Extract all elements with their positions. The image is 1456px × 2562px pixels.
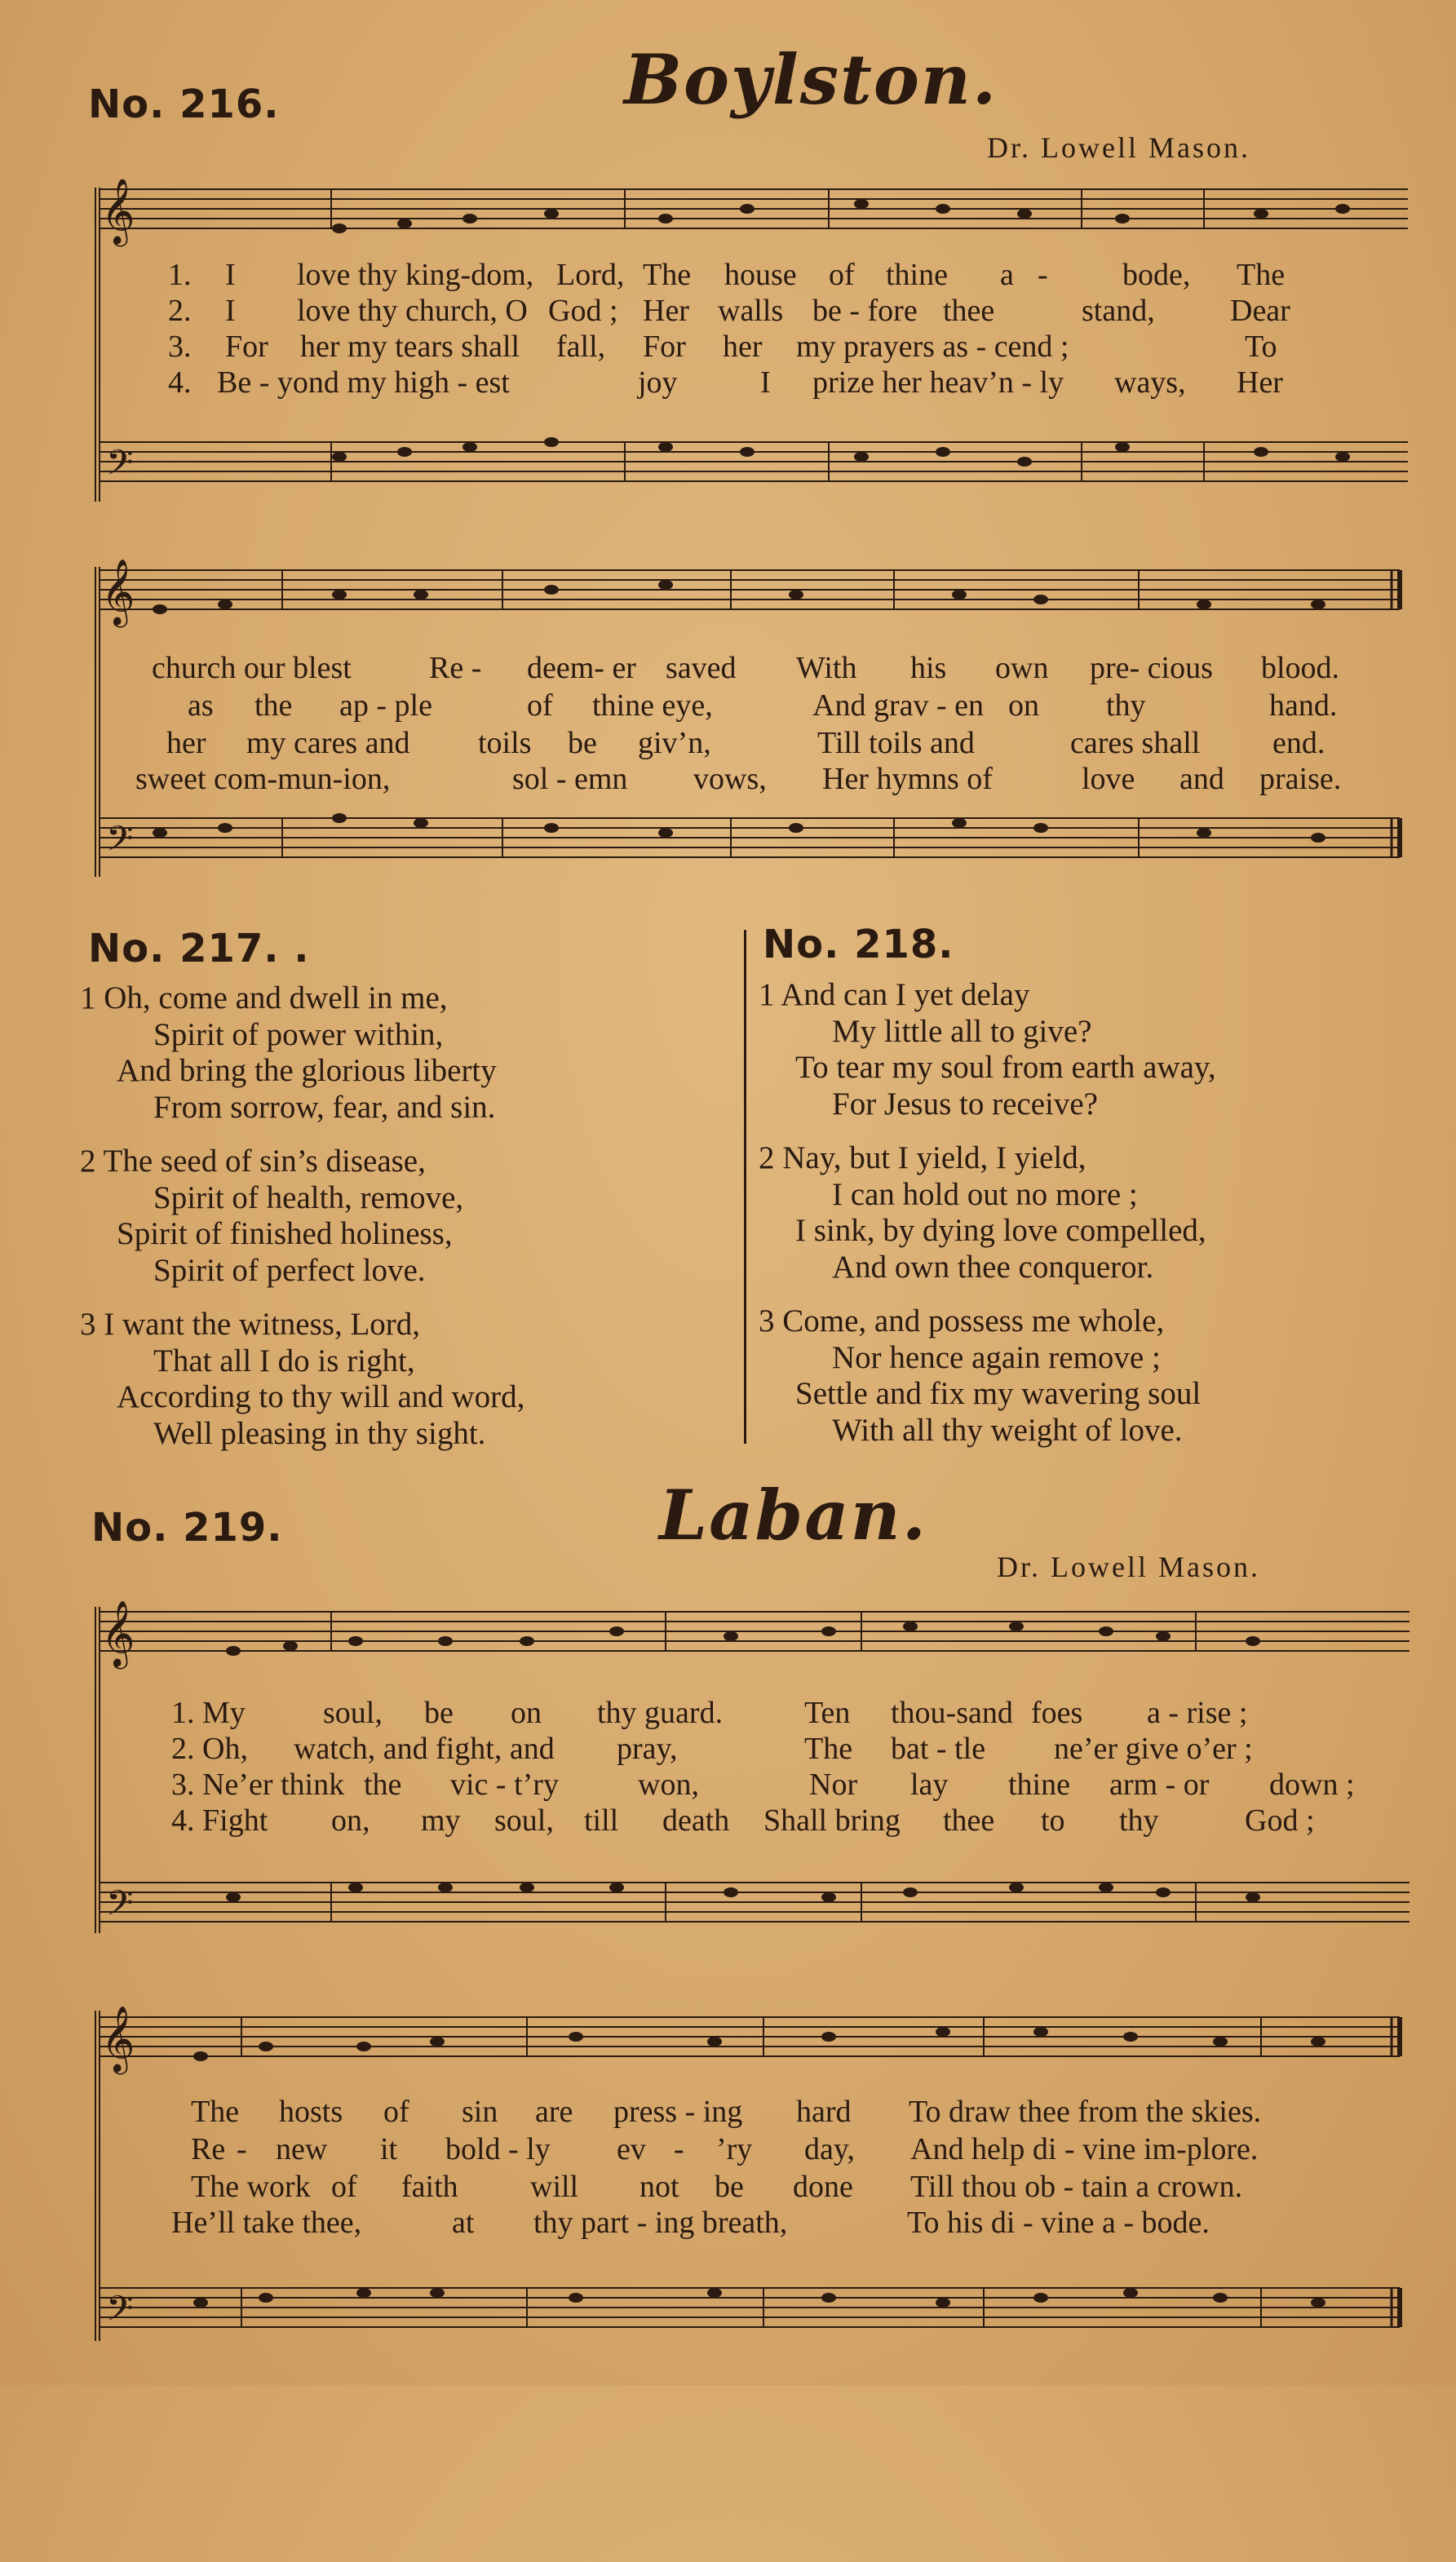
lyric-syllable: at [452, 2206, 475, 2240]
lyric-syllable: are [535, 2095, 573, 2129]
svg-text:𝄢: 𝄢 [106, 1883, 134, 1932]
lyric-syllable: my prayers as - cend ; [796, 330, 1069, 364]
lyric-syllable: done [793, 2170, 853, 2204]
lyric-syllable: thy guard. [597, 1696, 724, 1730]
verse-number: 3 [80, 1307, 96, 1342]
verse-line: I sink, by dying love compelled, [795, 1213, 1206, 1248]
lyric-syllable: The work [191, 2170, 311, 2204]
lyric-syllable: For [225, 330, 268, 364]
lyric-syllable: To draw thee from the skies. [909, 2095, 1262, 2129]
lyric-syllable: ways, [1114, 365, 1186, 400]
lyric-syllable: vows, [693, 762, 767, 796]
lyric-syllable: walls [718, 294, 784, 328]
lyric-syllable: Her [643, 294, 689, 328]
lyric-syllable: soul, [323, 1696, 383, 1730]
svg-text:𝄢: 𝄢 [106, 2289, 134, 2338]
verse-217-1 [80, 980, 732, 1126]
verse-line: For Jesus to receive? [832, 1086, 1098, 1122]
lyric-syllable: 1. [168, 258, 192, 292]
lyric-syllable: of [527, 688, 553, 723]
lyric-syllable: Ten [804, 1696, 851, 1730]
hymn-217-text [80, 980, 732, 1452]
verse-line: Oh, come and dwell in me, [104, 980, 448, 1016]
lyric-syllable: Her hymns of [822, 762, 993, 796]
music-system-216-1 [95, 179, 1410, 506]
lyric-syllable: He’ll take thee, [171, 2206, 362, 2240]
lyric-syllable: saved [666, 651, 737, 685]
verse-line: I can hold out no more ; [832, 1176, 1138, 1212]
lyric-syllable: - [674, 2132, 684, 2166]
lyric-syllable: 4. [168, 365, 192, 400]
svg-text:𝄞: 𝄞 [101, 1600, 135, 1666]
verse-line: Spirit of power within, [153, 1016, 444, 1052]
lyric-syllable: church our blest [152, 651, 352, 685]
verse-218-2 [759, 1140, 1427, 1285]
lyric-syllable: 2. Oh, [171, 1732, 248, 1766]
lyric-syllable: on, [331, 1803, 370, 1838]
lyric-syllable: will [530, 2170, 579, 2204]
lyric-syllable: deem- er [527, 651, 636, 685]
lyric-syllable: Lord, [556, 258, 625, 292]
lyric-syllable: sin [462, 2095, 498, 2129]
verse-218-3 [759, 1303, 1427, 1449]
lyric-syllable: death [662, 1803, 730, 1838]
lyric-syllable: toils [478, 726, 532, 760]
music-system-219-2 [95, 2002, 1410, 2345]
lyric-syllable: thee [943, 294, 995, 328]
lyric-syllable: God ; [1245, 1803, 1315, 1838]
hymn-number-218: No. 218. [763, 922, 954, 967]
verse-number: 1 [759, 977, 775, 1012]
lyric-syllable: down ; [1269, 1768, 1355, 1802]
lyric-syllable: won, [638, 1768, 699, 1802]
lyric-syllable: it [380, 2132, 398, 2166]
verse-line: With all thy weight of love. [832, 1412, 1183, 1448]
lyric-syllable: thine eye, [592, 688, 713, 723]
lyric-syllable: Re [191, 2132, 226, 2166]
lyric-syllable: thee [943, 1803, 995, 1838]
lyric-syllable: not [639, 2170, 679, 2204]
lyric-syllable: giv’n, [638, 726, 711, 760]
verse-line: The seed of sin’s disease, [103, 1144, 426, 1179]
verse-line: Well pleasing in thy sight. [153, 1415, 486, 1451]
svg-text:𝄞: 𝄞 [101, 2005, 135, 2072]
lyric-syllable: hard [796, 2095, 852, 2129]
lyric-syllable: a [1000, 258, 1014, 292]
lyric-syllable: love thy king-dom, [297, 258, 534, 292]
lyric-syllable: Shall bring [763, 1803, 901, 1838]
lyric-syllable: cares shall [1070, 726, 1201, 760]
lyric-syllable: ’ry [716, 2132, 753, 2166]
lyric-syllable: her [166, 726, 206, 760]
lyric-syllable: bode, [1122, 258, 1191, 292]
lyric-syllable: press - ing [613, 2095, 743, 2129]
lyric-syllable: 2. [168, 294, 192, 328]
verse-line: And can I yet delay [781, 977, 1030, 1012]
lyric-syllable: hand. [1269, 688, 1338, 723]
lyric-syllable: thine [886, 258, 948, 292]
svg-text:𝄢: 𝄢 [106, 819, 134, 868]
lyric-syllable: To [1245, 330, 1277, 364]
lyric-syllable: love thy church, O [297, 294, 528, 328]
lyric-syllable: 3. Ne’er think [171, 1768, 345, 1802]
hymn-number-219: No. 219. [91, 1505, 283, 1551]
lyric-syllable: stand, [1082, 294, 1155, 328]
lyric-syllable: new [276, 2132, 328, 2166]
lyric-syllable: sol - emn [512, 762, 628, 796]
verse-218-1 [759, 977, 1427, 1122]
lyric-syllable: his [910, 651, 947, 685]
verse-line: Come, and possess me whole, [782, 1303, 1165, 1339]
lyric-syllable: The [1237, 258, 1286, 292]
lyric-syllable: 3. [168, 330, 192, 364]
lyric-syllable: prize her heav’n - ly [812, 365, 1064, 400]
verse-line: And own thee conqueror. [832, 1249, 1154, 1285]
lyric-syllable: lay [910, 1768, 949, 1802]
verse-line: To tear my soul from earth away, [795, 1050, 1216, 1085]
lyric-syllable: bold - ly [445, 2132, 551, 2166]
lyric-syllable: watch, and fight, and [294, 1732, 555, 1766]
lyric-syllable: The [804, 1732, 853, 1766]
lyric-syllable: her [723, 330, 763, 364]
lyric-syllable: till [584, 1803, 619, 1838]
lyric-syllable: God ; [548, 294, 618, 328]
lyric-syllable: my [421, 1803, 461, 1838]
lyric-syllable: For [643, 330, 686, 364]
lyric-syllable: her my tears shall [300, 330, 520, 364]
lyric-syllable: faith [401, 2170, 458, 2204]
lyric-syllable: pray, [617, 1732, 678, 1766]
lyric-syllable: Nor [809, 1768, 858, 1802]
verse-line: And bring the glorious liberty [117, 1053, 497, 1088]
lyric-syllable: And help di - vine im-plore. [910, 2132, 1259, 2166]
lyric-syllable: thou-sand [891, 1696, 1013, 1730]
lyric-syllable: Be - yond my high - est [217, 365, 510, 400]
lyric-syllable: I [225, 294, 236, 328]
lyric-syllable: day, [804, 2132, 855, 2166]
lyric-syllable: Re - [429, 651, 482, 685]
verse-line: I want the witness, Lord, [104, 1307, 421, 1342]
lyric-syllable: bat - tle [891, 1732, 986, 1766]
lyric-syllable: fall, [556, 330, 606, 364]
lyric-syllable: on [511, 1696, 542, 1730]
lyric-syllable: joy [638, 365, 678, 400]
lyric-syllable: - [1038, 258, 1048, 292]
lyric-syllable: be [568, 726, 597, 760]
lyric-syllable: the [254, 688, 293, 723]
verse-line: Spirit of finished holiness, [117, 1216, 453, 1251]
verse-number: 3 [759, 1303, 775, 1339]
lyric-syllable: thine [1008, 1768, 1070, 1802]
verse-number: 1 [80, 980, 96, 1016]
lyric-syllable: and [1179, 762, 1224, 796]
lyric-syllable: own [995, 651, 1049, 685]
verse-217-3 [80, 1307, 732, 1452]
lyric-syllable: ap - ple [339, 688, 432, 723]
lyric-syllable: With [796, 651, 857, 685]
verse-line: Nay, but I yield, I yield, [782, 1140, 1086, 1175]
svg-text:𝄢: 𝄢 [106, 443, 134, 492]
tune-title-boylston: Boylston. [624, 39, 998, 120]
composer-216: Dr. Lowell Mason. [987, 131, 1250, 164]
lyric-line-219-2-v4 [95, 2205, 1410, 2420]
lyric-syllable: my cares and [246, 726, 410, 760]
lyric-syllable: 4. Fight [171, 1803, 268, 1838]
music-system-219-1 [95, 1599, 1410, 1937]
lyric-syllable: I [760, 365, 771, 400]
lyric-syllable: I [225, 258, 236, 292]
lyric-syllable: Her [1237, 365, 1283, 400]
lyric-syllable: hosts [279, 2095, 343, 2129]
tune-title-laban: Laban. [659, 1475, 927, 1555]
lyric-syllable: pre- cious [1090, 651, 1213, 685]
svg-text:𝄞: 𝄞 [101, 559, 135, 625]
lyric-syllable: foes [1031, 1696, 1083, 1730]
verse-number: 2 [80, 1144, 96, 1179]
hymn-218-text [759, 977, 1427, 1449]
lyric-syllable: soul, [494, 1803, 554, 1838]
lyric-syllable: - [237, 2132, 247, 2166]
verse-number: 2 [759, 1140, 775, 1175]
music-system-216-2 [95, 559, 1410, 881]
lyric-syllable: Till thou ob - tain a crown. [910, 2170, 1243, 2204]
lyric-syllable: be [424, 1696, 454, 1730]
lyric-syllable: Dear [1230, 294, 1290, 328]
verse-line: Nor hence again remove ; [832, 1339, 1161, 1375]
verse-line: My little all to give? [832, 1013, 1092, 1049]
verse-line: Settle and fix my wavering soul [795, 1376, 1202, 1411]
lyric-syllable: love [1082, 762, 1135, 796]
lyric-syllable: of [331, 2170, 357, 2204]
verse-line: Spirit of health, remove, [153, 1179, 464, 1215]
lyric-syllable: house [724, 258, 797, 292]
hymn-number-217: No. 217. . [88, 926, 310, 971]
lyric-syllable: praise. [1259, 762, 1342, 796]
lyric-syllable: thy part - ing breath, [533, 2206, 788, 2240]
hymn-number-216: No. 216. [88, 82, 280, 127]
lyric-syllable: vic - t’ry [450, 1768, 559, 1802]
lyric-syllable: 1. My [171, 1696, 246, 1730]
verse-line: That all I do is right, [153, 1343, 415, 1378]
lyric-syllable: of [383, 2095, 409, 2129]
lyric-syllable: arm - or [1109, 1768, 1210, 1802]
lyric-syllable: a - rise ; [1147, 1696, 1248, 1730]
lyric-syllable: end. [1272, 726, 1325, 760]
lyric-syllable: ev [617, 2132, 646, 2166]
lyric-syllable: sweet com-mun-ion, [135, 762, 391, 796]
lyric-syllable: on [1008, 688, 1039, 723]
verse-217-2 [80, 1144, 732, 1289]
lyric-syllable: be - fore [812, 294, 918, 328]
lyric-syllable: Till toils and [817, 726, 975, 760]
verse-line: From sorrow, fear, and sin. [153, 1089, 496, 1125]
lyric-syllable: the [364, 1768, 402, 1802]
lyric-syllable: To his di - vine a - bode. [907, 2206, 1210, 2240]
lyric-syllable: blood. [1261, 651, 1340, 685]
verse-line: According to thy will and word, [117, 1379, 525, 1414]
lyric-syllable: to [1041, 1803, 1065, 1838]
lyric-syllable: as [188, 688, 214, 723]
lyric-syllable: ne’er give o’er ; [1054, 1732, 1253, 1766]
verse-line: Spirit of perfect love. [153, 1252, 426, 1288]
lyric-syllable: of [829, 258, 855, 292]
lyric-syllable: The [643, 258, 692, 292]
lyric-syllable: And grav - en [812, 688, 984, 723]
svg-text:𝄞: 𝄞 [101, 179, 135, 244]
lyric-syllable: be [715, 2170, 744, 2204]
lyric-syllable: thy [1106, 688, 1146, 723]
column-divider [744, 930, 746, 1444]
composer-219: Dr. Lowell Mason. [997, 1551, 1260, 1583]
lyric-syllable: thy [1119, 1803, 1159, 1838]
lyric-syllable: The [191, 2095, 240, 2129]
